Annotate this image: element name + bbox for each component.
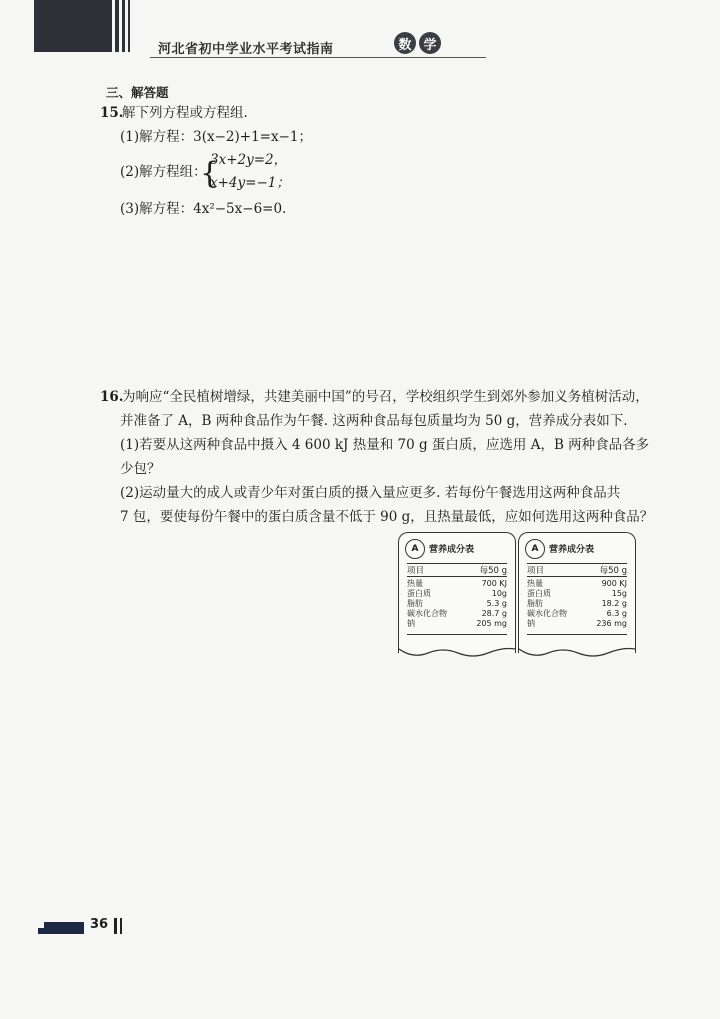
card-header-row [527,563,627,577]
col-item: 项目 [527,566,545,576]
table-row [527,609,627,619]
card-bottom-rule [527,634,627,635]
card-rows [407,579,507,629]
q16-line1: 为响应“全民植树增绿，共建美丽中国”的号召，学校组织学生到郊外参加义务植树活动， [122,389,649,405]
row-value: 700 KJ [481,579,507,588]
row-name: 碳水化合物 [527,609,567,618]
q16-line4: 少包？ [120,461,161,477]
row-value: 15g [611,589,627,598]
q15-part1: (1)解方程：3(x−2)+1=x−1； [120,129,312,145]
card-bottom-rule [407,634,507,635]
col-item: 项目 [407,566,425,576]
table-row [407,619,507,629]
table-row [407,599,507,609]
table-row [407,589,507,599]
table-row [407,579,507,589]
flower-logo-icon: A [405,539,425,559]
q16-line2: 并准备了 A，B 两种食品作为午餐. 这两种食品每包质量均为 50 g，营养成分表如下. [120,413,628,429]
page-marker-bar [120,918,122,934]
q16-line6: 7 包，要使每份午餐中的蛋白质含量不低于 90 g，且热量最低，应如何选用这两种食品？ [120,509,654,525]
q16-line3: (1)若要从这两种食品中摄入 4 600 kJ 热量和 70 g 蛋白质，应选用 A，B 两种食品各多 [120,437,650,453]
row-name: 热量 [527,579,543,588]
card-wave-edge [518,647,636,661]
col-per: 每50 g [479,566,507,576]
equation-brace: { [200,156,220,191]
header-stripes [106,0,146,52]
header-dark-block [34,0,106,52]
q15-part2-eq2: x+4y=−1； [210,175,290,191]
header-rule [150,57,486,58]
card-title: 营养成分表 [549,545,595,555]
row-name: 脂肪 [527,599,543,608]
page-marker-bar [114,918,117,934]
footer-bar [44,922,84,934]
q15-part2-label: (2)解方程组： [120,164,207,180]
card-rows [527,579,627,629]
q16-number: 16. [100,389,124,405]
card-wave-edge [398,647,516,661]
section-heading: 三、解答题 [106,85,169,100]
book-title: 河北省初中学业水平考试指南 [158,42,334,57]
row-name: 钠 [527,619,535,628]
nutrition-card-b [518,532,636,653]
table-row [407,609,507,619]
q16-line5: (2)运动量大的成人或青少年对蛋白质的摄入量应更多. 若每份午餐选用这两种食品共 [120,485,621,501]
flower-logo-icon: A [525,539,545,559]
table-row [527,589,627,599]
q15-stem: 解下列方程或方程组. [122,105,248,121]
q15-part3: (3)解方程：4x²−5x−6=0. [120,201,287,217]
table-row [527,619,627,629]
row-value: 236 mg [596,619,627,628]
subject-badge [394,32,441,56]
row-value: 6.3 g [606,609,627,618]
q15-number: 15. [100,105,124,121]
subject-char-1: 数 [394,32,416,54]
row-name: 碳水化合物 [407,609,447,618]
row-value: 10g [491,589,507,598]
table-row [527,599,627,609]
row-value: 205 mg [476,619,507,628]
subject-char-2: 学 [419,32,441,54]
nutrition-card-a [398,532,516,653]
row-name: 钠 [407,619,415,628]
table-row [527,579,627,589]
card-header-row [407,563,507,577]
row-value: 28.7 g [481,609,507,618]
row-name: 蛋白质 [407,589,431,598]
row-name: 脂肪 [407,599,423,608]
page-number: 36 [90,917,109,932]
row-value: 18.2 g [601,599,627,608]
row-name: 热量 [407,579,423,588]
q15-part2-eq1: 3x+2y=2， [210,152,288,168]
row-value: 900 KJ [601,579,627,588]
row-value: 5.3 g [486,599,507,608]
col-per: 每50 g [599,566,627,576]
row-name: 蛋白质 [527,589,551,598]
card-title: 营养成分表 [429,545,475,555]
